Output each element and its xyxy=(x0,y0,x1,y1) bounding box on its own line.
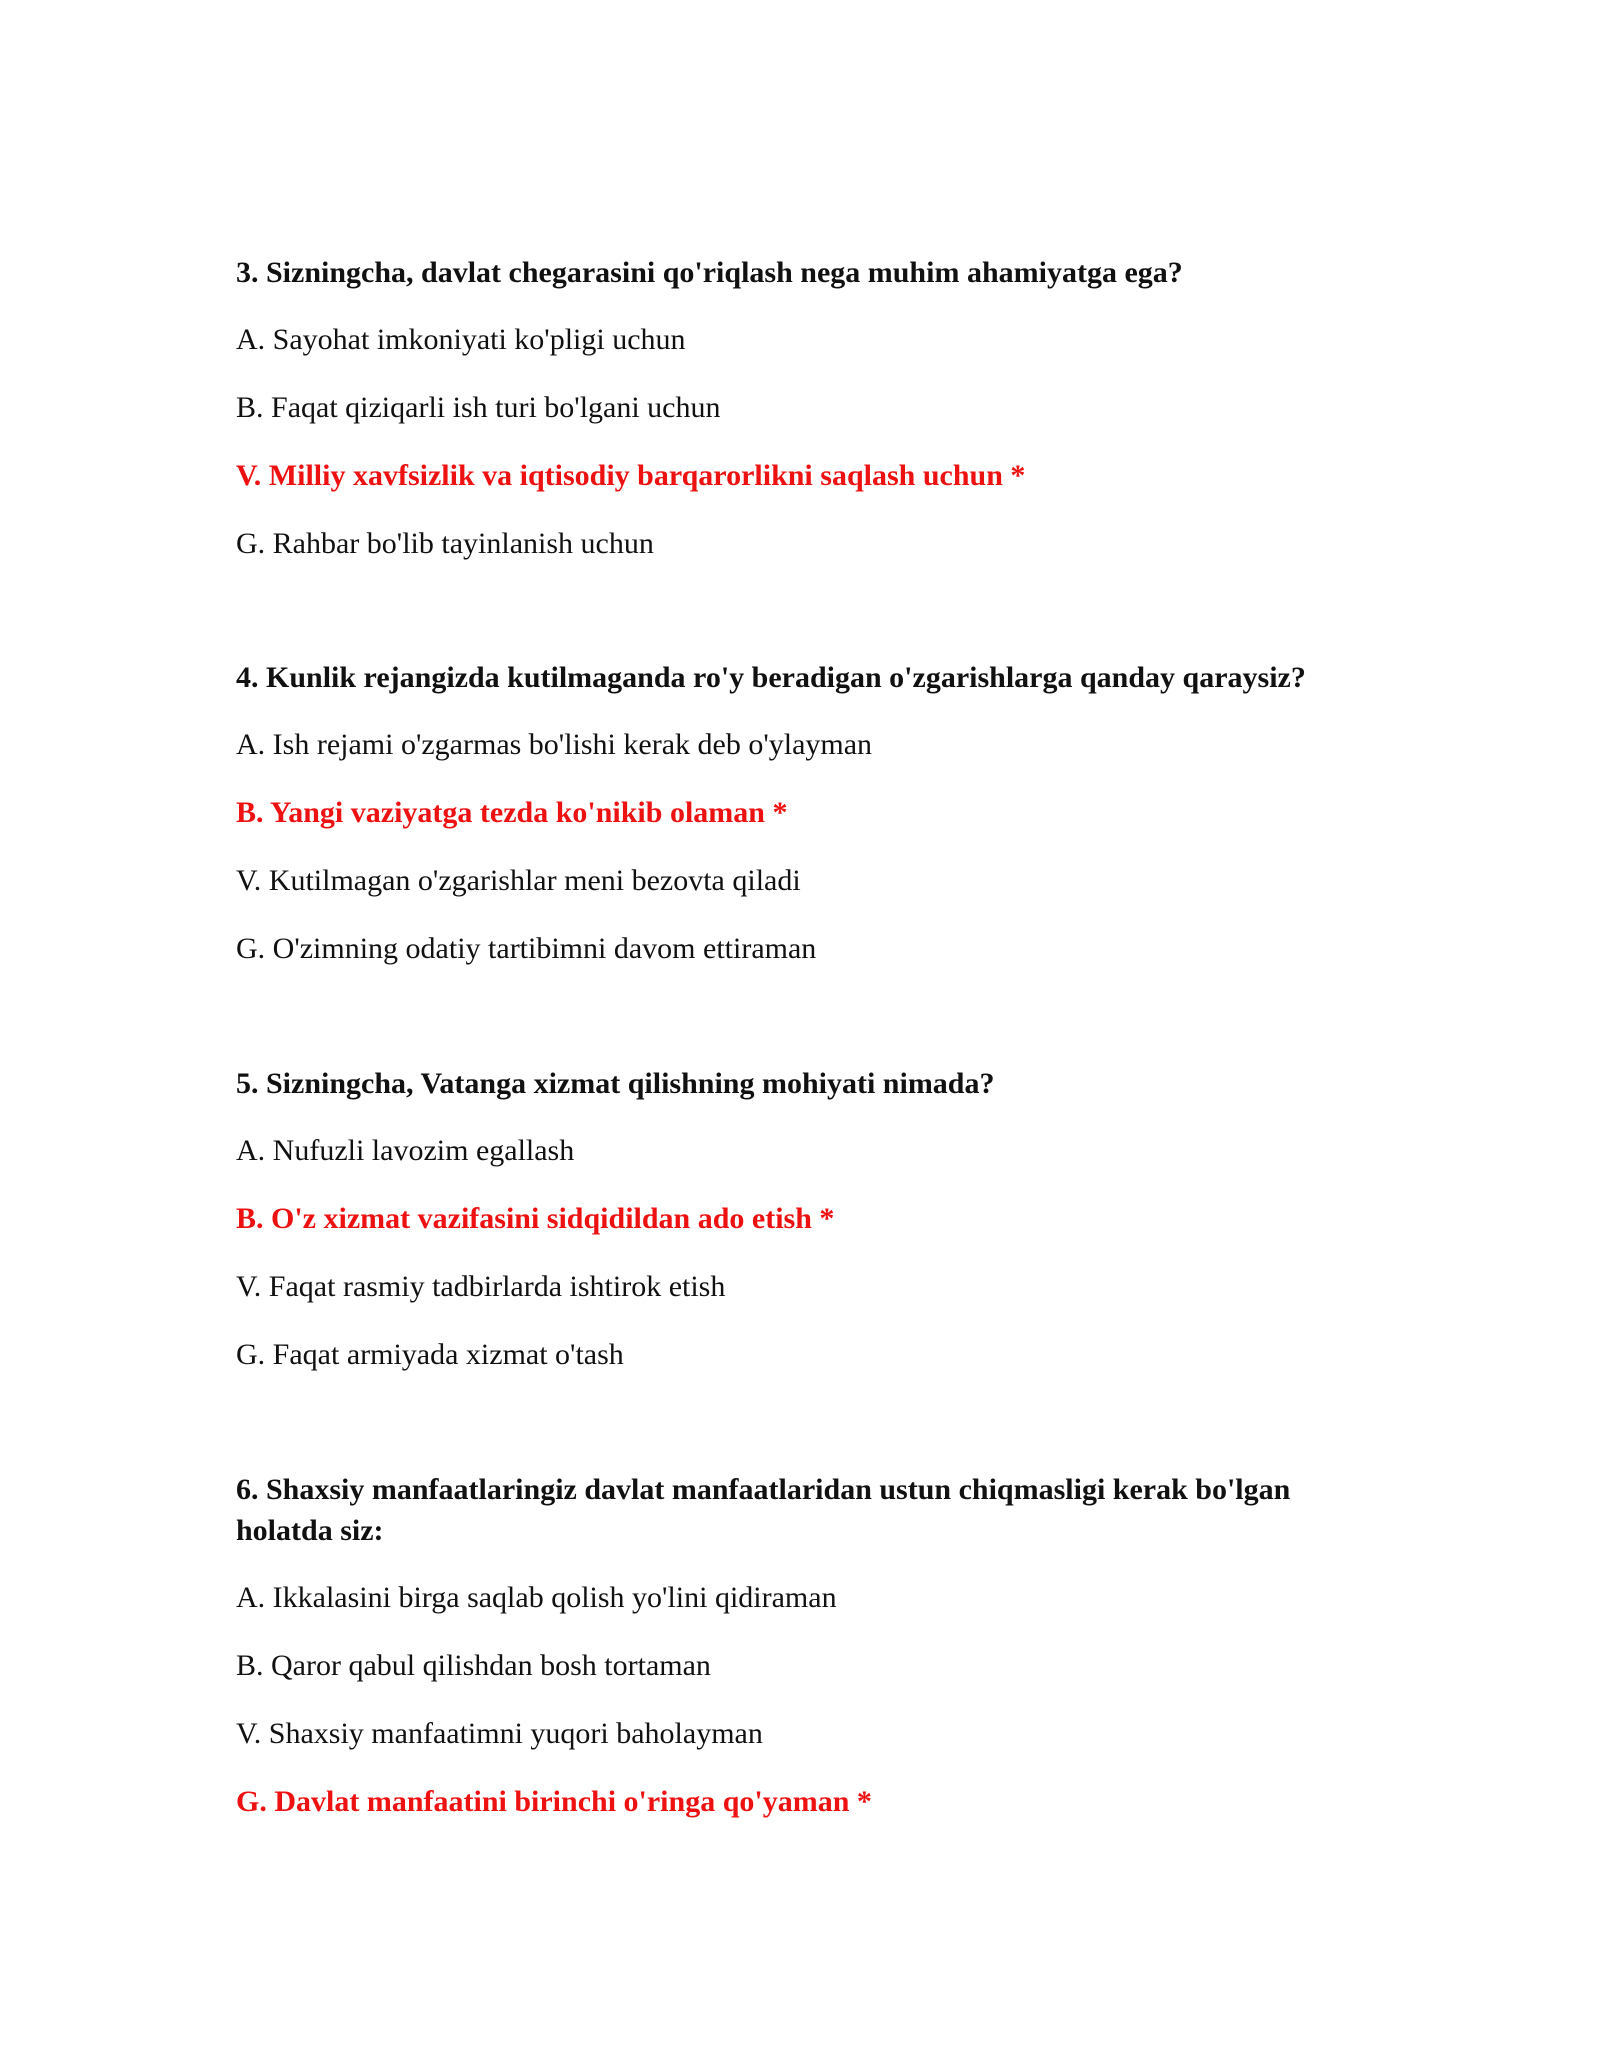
answer-option-v: V. Faqat rasmiy tadbirlarda ishtirok etish xyxy=(236,1270,726,1303)
question-text: 6. Shaxsiy manfaatlaringiz davlat manfaatlaridan ustun chiqmasligi kerak bo'lgan holatda siz: xyxy=(236,1473,1291,1547)
answer-option-a: A. Ikkalasini birga saqlab qolish yo'lini qidiraman xyxy=(236,1581,837,1614)
answer-option-b: B. Qaror qabul qilishdan bosh tortaman xyxy=(236,1649,711,1682)
answer-option-v-correct: V. Milliy xavfsizlik va iqtisodiy barqarorlikni saqlash uchun * xyxy=(236,459,1026,492)
question-block-4 xyxy=(236,657,1386,996)
answer-option-a: A. Sayohat imkoniyati ko'pligi uchun xyxy=(236,323,686,356)
answer-option-b-correct: B. Yangi vaziyatga tezda ko'nikib olaman * xyxy=(236,796,788,829)
question-text: 5. Sizningcha, Vatanga xizmat qilishning mohiyati nimada? xyxy=(236,1067,995,1100)
question-block-3 xyxy=(236,252,1386,591)
answer-option-b: B. Faqat qiziqarli ish turi bo'lgani uchun xyxy=(236,391,721,424)
question-text: 3. Sizningcha, davlat chegarasini qo'riqlash nega muhim ahamiyatga ega? xyxy=(236,256,1183,289)
answer-option-g: G. Faqat armiyada xizmat o'tash xyxy=(236,1338,624,1371)
answer-option-a: A. Ish rejami o'zgarmas bo'lishi kerak deb o'ylayman xyxy=(236,728,873,761)
question-block-6 xyxy=(236,1469,1386,1849)
question-block-5 xyxy=(236,1063,1386,1402)
answer-option-g: G. Rahbar bo'lib tayinlanish uchun xyxy=(236,527,654,560)
question-text: 4. Kunlik rejangizda kutilmaganda ro'y beradigan o'zgarishlarga qanday qaraysiz? xyxy=(236,661,1306,694)
answer-option-g-correct: G. Davlat manfaatini birinchi o'ringa qo'yaman * xyxy=(236,1785,872,1818)
answer-option-v: V. Kutilmagan o'zgarishlar meni bezovta qiladi xyxy=(236,864,801,897)
answer-option-g: G. O'zimning odatiy tartibimni davom ettiraman xyxy=(236,932,817,965)
answer-option-v: V. Shaxsiy manfaatimni yuqori baholayman xyxy=(236,1717,763,1750)
answer-option-b-correct: B. O'z xizmat vazifasini sidqidildan ado etish * xyxy=(236,1202,835,1235)
answer-option-a: A. Nufuzli lavozim egallash xyxy=(236,1134,575,1167)
